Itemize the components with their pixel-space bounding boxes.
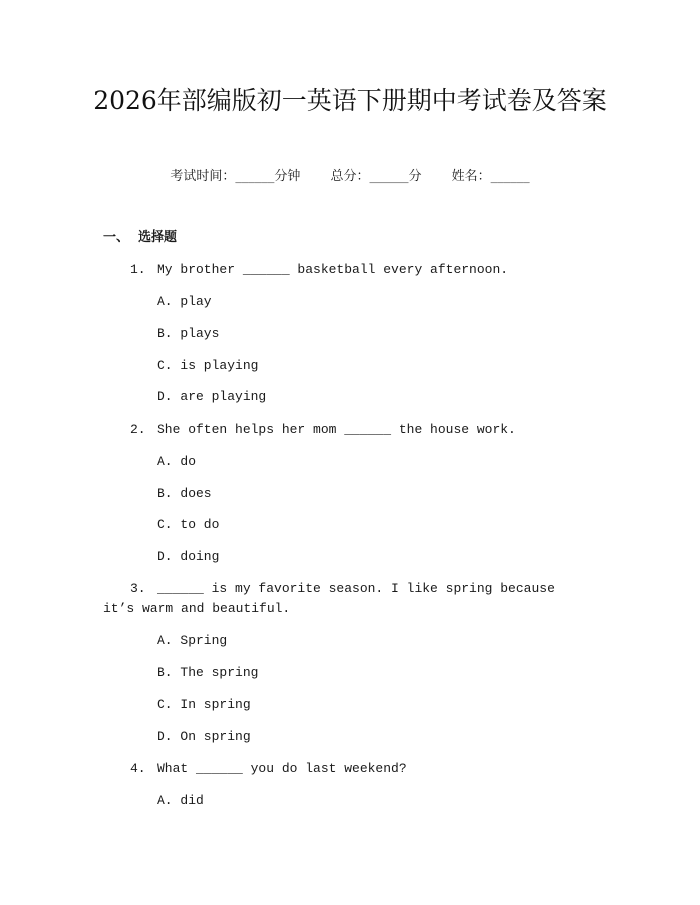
exam-meta — [0, 168, 700, 186]
option-c: C. to do — [157, 517, 220, 532]
question-2 — [130, 420, 516, 440]
page-title: 2026年部编版初一英语下册期中考试卷及答案 — [93, 86, 607, 115]
total-score-field: 总分：______分 — [330, 169, 422, 184]
question-3 — [103, 579, 583, 619]
option-d: D. On spring — [157, 729, 251, 744]
section-title: 选择题 — [138, 230, 178, 245]
option-d: D. are playing — [157, 389, 267, 404]
question-text: My brother ______ basketball every afternoon. — [157, 262, 509, 277]
question-1 — [130, 260, 508, 280]
option-b: B. The spring — [157, 665, 259, 680]
option-b: B. does — [157, 486, 212, 501]
option-b: B. plays — [157, 326, 220, 341]
question-4 — [130, 759, 407, 779]
option-a: A. did — [157, 793, 204, 808]
option-c: C. In spring — [157, 697, 251, 712]
option-c: C. is playing — [157, 358, 259, 373]
option-d: D. doing — [157, 549, 220, 564]
question-number: 3. — [130, 581, 146, 596]
question-number: 4. — [130, 761, 146, 776]
option-a: A. Spring — [157, 633, 228, 648]
exam-time-field: 考试时间：______分钟 — [170, 169, 301, 184]
question-text: ______ is my favorite season. I like spring because it’s warm and beautiful. — [103, 581, 555, 616]
question-number: 1. — [130, 262, 146, 277]
student-name-field: 姓名：______ — [451, 169, 530, 184]
section-heading — [103, 229, 177, 247]
option-a: A. do — [157, 454, 197, 469]
question-text: What ______ you do last weekend? — [157, 761, 407, 776]
option-a: A. play — [157, 294, 212, 309]
question-number: 2. — [130, 422, 146, 437]
question-text: She often helps her mom ______ the house work. — [157, 422, 516, 437]
section-number: 一、 — [103, 230, 130, 245]
